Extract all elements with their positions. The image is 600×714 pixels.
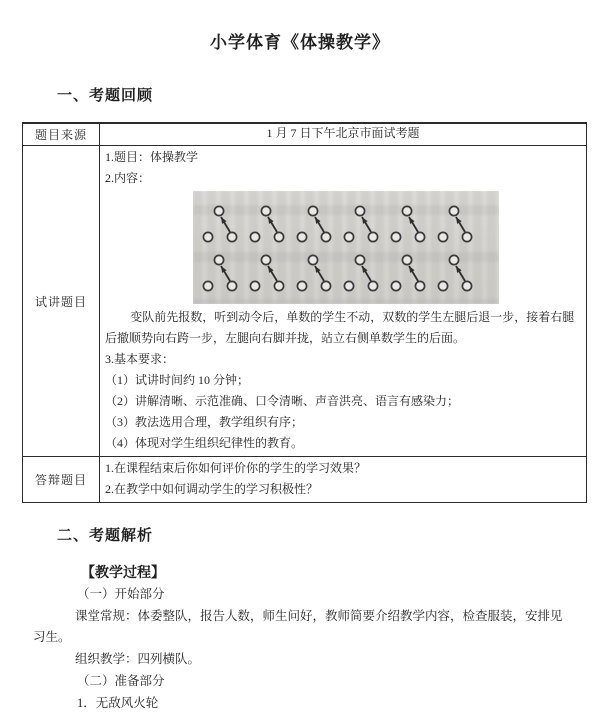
document-title: 小学体育《体操教学》 [210, 33, 390, 52]
defense-question: 1.在课程结束后你如何评价你的学生的学习效果？ [105, 461, 367, 475]
part1-heading: （一）开始部分 [77, 587, 165, 601]
requirement-item: （4）体现对学生组织纪律性的教育。 [105, 436, 304, 450]
formation-diagram [193, 191, 499, 304]
lecture-row-label: 试讲题目 [23, 146, 100, 457]
document-page [0, 28, 600, 714]
warmup-item: 1．无敌风火轮 [77, 696, 159, 710]
defense-row-content [100, 457, 587, 503]
requirements-heading: 3.基本要求： [105, 352, 175, 366]
section1-heading: 一、考题回顾 [57, 87, 154, 104]
table-row-source [23, 123, 587, 146]
source-row-value: 1 月 7 日下午北京市面试考题 [100, 123, 587, 146]
requirement-item: （2）讲解清晰、示范准确、口令清晰、声音洪亮、语言有感染力； [105, 394, 460, 408]
organize-teaching-line: 组织教学：四列横队。 [75, 652, 201, 666]
defense-row-label: 答辩题目 [23, 457, 100, 503]
classroom-routine-paragraph: 课堂常规：体委整队，报告人数，师生问好，教师简要介绍教学内容，检查服装，安排见习生。 [33, 609, 563, 644]
lecture-topic-line: 1.题目：体操教学 [105, 150, 199, 164]
requirement-item: （3）教法选用合理，教学组织有序； [105, 415, 304, 429]
lecture-content-line: 2.内容： [105, 171, 151, 185]
table-row-defense [23, 457, 587, 503]
defense-question: 2.在教学中如何调动学生的学习积极性？ [105, 482, 319, 496]
exam-review-table [22, 122, 587, 503]
table-row-lecture [23, 146, 587, 457]
formation-diagram-image [193, 191, 499, 304]
part2-heading: （二）准备部分 [77, 674, 165, 688]
requirement-item: （1）试讲时间约 10 分钟； [105, 373, 250, 387]
section2-heading: 二、考题解析 [57, 527, 154, 544]
teaching-process-heading: 【教学过程】 [81, 564, 165, 580]
analysis-section [33, 562, 570, 714]
lecture-paragraph: 变队前先报数，听到动令后，单数的学生不动，双数的学生左腿后退一步，接着右腿后撤顺势向右跨一步，左腿向右脚并拢，站立右侧单数学生的后面。 [105, 310, 575, 345]
lecture-row-content [100, 146, 587, 457]
source-row-label: 题目来源 [23, 123, 100, 146]
